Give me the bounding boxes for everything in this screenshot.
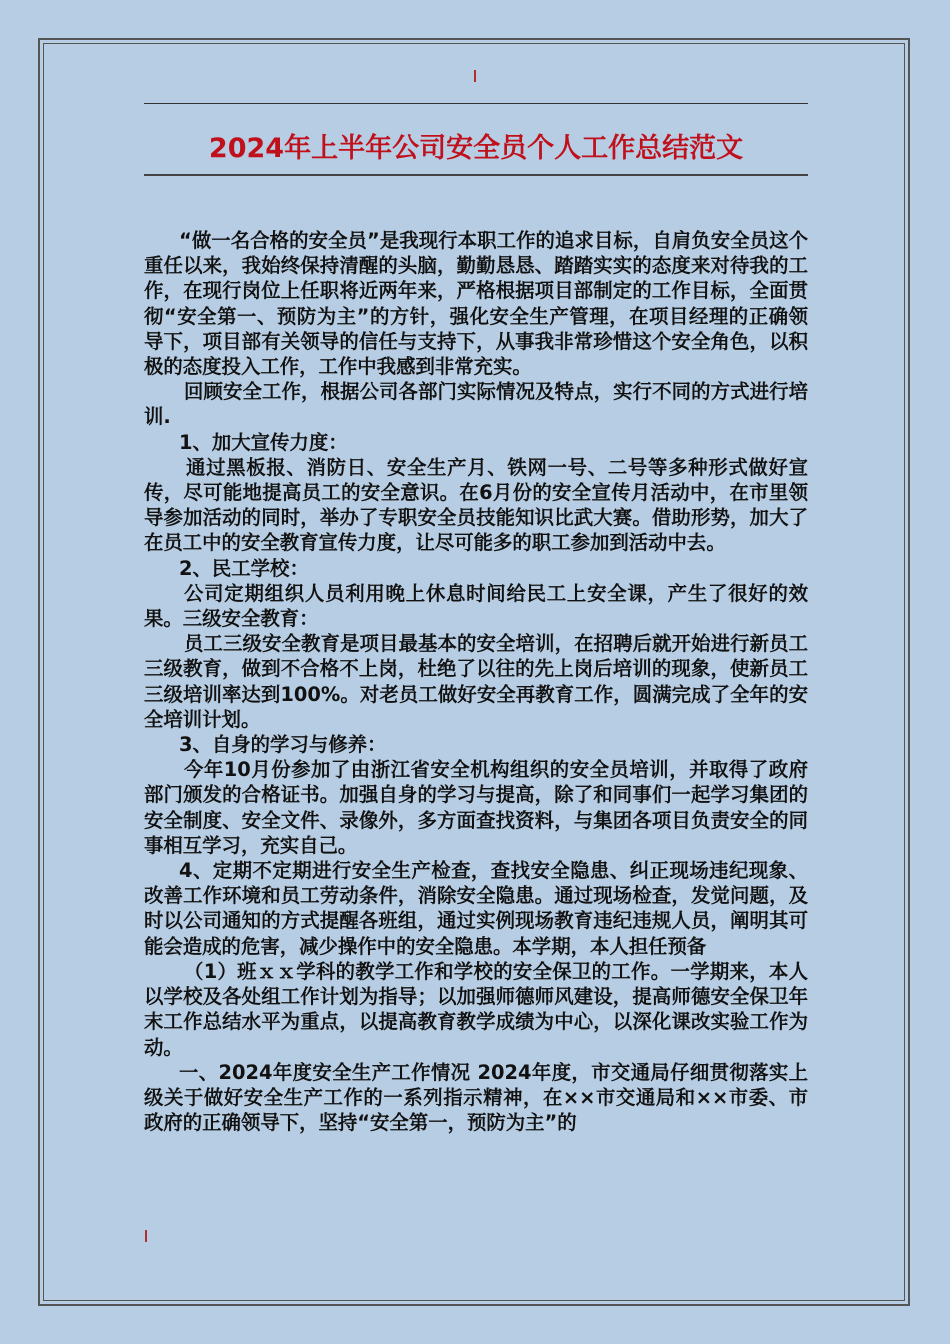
heading-self-study: 3、自身的学习与修养： xyxy=(179,733,387,757)
paragraph-worker-school: 公司定期组织人员利用晚上休息时间给民工上安全课，产生了很好的效果。三级安全教育： xyxy=(144,581,808,631)
heading-publicity: 1、加大宣传力度： xyxy=(179,430,348,454)
paragraph-three-level-education: 员工三级安全教育是项目最基本的安全培训，在招聘后就开始进行新员工三级教育，做到不合格不上岗，杜绝了以往的先上岗后培训的现象，使新员工三级培训率达到100%。对老员工做好安全再教育工作，圆满完成了全年的安全培训计划。 xyxy=(144,632,808,731)
paragraph-intro: “做一名合格的安全员”是我现行本职工作的追求目标，自肩负安全员这个重任以来，我始终保持清醒的头脑，勤勤恳恳、踏踏实实的态度来对待我的工作，在现行岗位上任职将近两年来，严格根据项目部制定的工作目标，全面贯彻“安全第一、预防为主”的方针，强化安全生产管理，在项目经理的正确领导下，项目部有关领导的信任与支持下，从事我非常珍惜这个安全角色，以积极的态度投入工作，工作中我感到非常充实。 xyxy=(144,229,808,379)
heading-worker-school: 2、民工学校： xyxy=(179,556,309,580)
document-body xyxy=(144,228,808,1135)
header-mark xyxy=(474,70,476,82)
document-page xyxy=(38,38,910,1306)
header-rule xyxy=(144,103,808,104)
paragraph-review: 回顾安全工作，根据公司各部门实际情况及特点，实行不同的方式进行培训. xyxy=(144,380,808,429)
title-rule xyxy=(144,174,808,176)
footer-mark xyxy=(145,1230,147,1242)
paragraph-annual-safety: 一、2024年度安全生产工作情况 2024年度，市交通局仔细贯彻落实上级关于做好安全生产工作的一系列指示精神，在××市交通局和××市委、市政府的正确领导下，坚持“安全第一，预防为主”的 xyxy=(144,1060,808,1135)
paragraph-self-study: 今年10月份参加了由浙江省安全机构组织的安全员培训，并取得了政府部门颁发的合格证书。加强自身的学习与提高，除了和同事们一起学习集团的安全制度、安全文件、录像外，多方面查找资料，与集团各项目负责安全的同事相互学习，充实自己。 xyxy=(144,758,808,857)
document-title: 2024年上半年公司安全员个人工作总结范文 xyxy=(208,133,744,164)
paragraph-class-work: （1）班ｘｘ学科的教学工作和学校的安全保卫的工作。一学期来，本人以学校及各处组工作计划为指导；以加强师德师风建设，提高师德安全保卫年末工作总结水平为重点，以提高教育教学成绩为中心，以深化课改实验工作为动。 xyxy=(144,959,808,1059)
paragraph-inspection: 4、定期不定期进行安全生产检查，查找安全隐患、纠正现场违纪现象、改善工作环境和员工劳动条件，消除安全隐患。通过现场检查，发觉问题，及时以公司通知的方式提醒各班组，通过实例现场教育违纪违规人员，阐明其可能会造成的危害，减少操作中的安全隐患。本学期，本人担任预备 xyxy=(144,859,808,958)
paragraph-publicity: 通过黑板报、消防日、安全生产月、铁网一号、二号等多种形式做好宣传，尽可能地提高员工的安全意识。在6月份的安全宣传月活动中，在市里领导参加活动的同时，举办了专职安全员技能知识比武大赛。借助形势，加大了在员工中的安全教育宣传力度，让尽可能多的职工参加到活动中去。 xyxy=(144,455,808,555)
